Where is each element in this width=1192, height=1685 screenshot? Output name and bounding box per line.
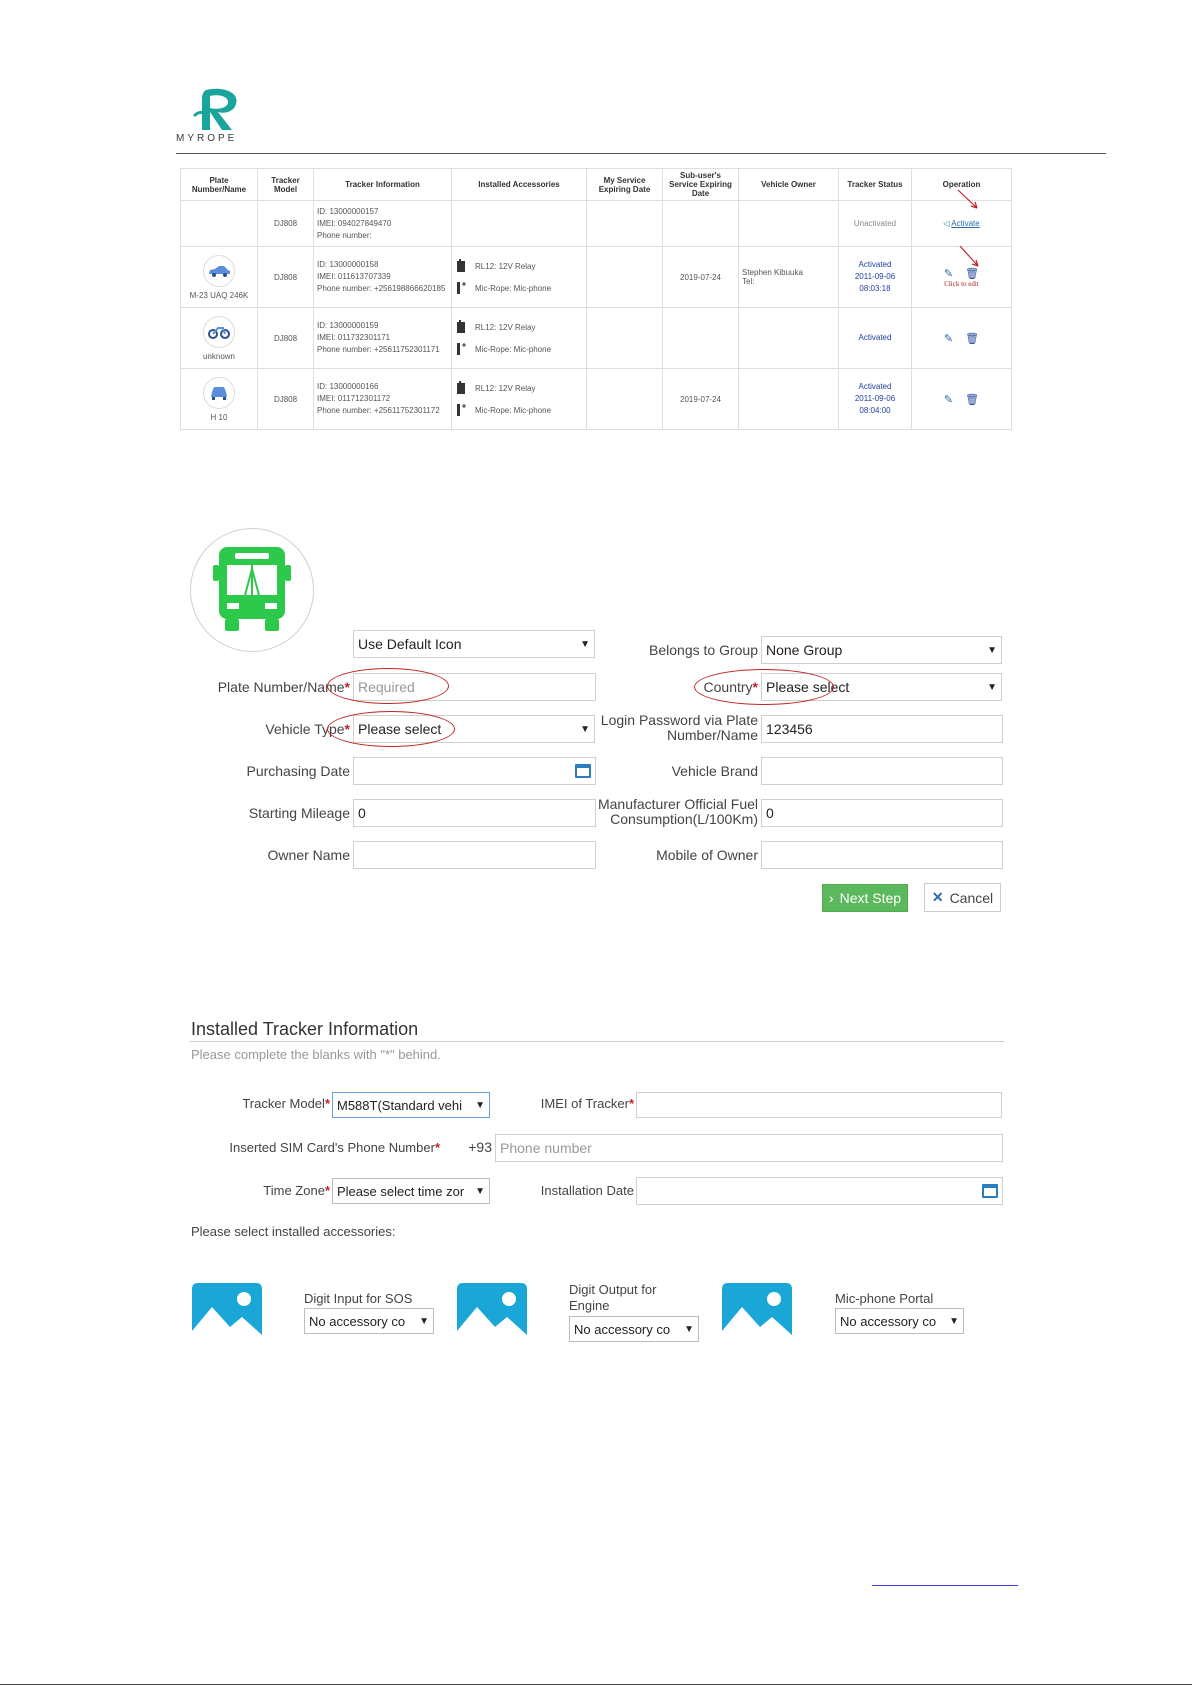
plate-cell — [181, 369, 258, 430]
relay-icon — [455, 259, 467, 273]
vehicle-type-label: Vehicle Type* — [265, 721, 350, 737]
tracker-phone: Phone number: — [317, 230, 372, 240]
tracker-imei: IMEI: 094027849470 — [317, 218, 392, 228]
accessories-cell — [452, 247, 587, 308]
chevron-down-icon: ▼ — [949, 1315, 959, 1327]
plate-name: M-23 UAQ 246K — [189, 290, 249, 300]
my-expiry-cell — [587, 247, 663, 308]
operation-cell — [912, 308, 1012, 369]
col-plate[interactable]: Plate Number/Name — [181, 169, 258, 201]
owner-cell — [739, 201, 839, 247]
col-model[interactable]: Tracker Model — [258, 169, 314, 201]
status-cell: Activated — [839, 308, 912, 369]
time-zone-value: Please select time zor — [337, 1183, 465, 1199]
login-password-label: Login Password via Plate Number/Name — [600, 712, 758, 743]
accessory-mic: Mic-Rope: Mic-phone — [475, 405, 552, 415]
starting-mileage-label: Starting Mileage — [248, 805, 350, 821]
footer-link-underline[interactable] — [872, 1585, 1018, 1586]
car-icon — [203, 255, 235, 287]
accessory-select-value: No accessory co — [574, 1321, 671, 1337]
icon-select-value: Use Default Icon — [358, 636, 462, 652]
table-row[interactable] — [181, 369, 1012, 430]
edit-hint: Click to edit — [944, 279, 979, 288]
mic-icon — [455, 403, 467, 417]
time-zone-select[interactable] — [332, 1178, 490, 1204]
myrope-logo-icon — [192, 86, 250, 134]
group-value: None Group — [766, 642, 843, 658]
accessories-prompt: Please select installed accessories: — [191, 1224, 396, 1239]
close-icon: ✕ — [931, 889, 944, 905]
chevron-right-icon: › — [828, 890, 834, 906]
status-cell — [839, 247, 912, 308]
section-divider — [190, 1041, 1004, 1042]
my-expiry-cell — [587, 201, 663, 247]
sim-phone-input[interactable] — [495, 1134, 1003, 1162]
accessories-cell — [452, 308, 587, 369]
chevron-down-icon: ▼ — [987, 644, 997, 656]
group-label: Belongs to Group — [649, 642, 758, 658]
info-cell — [314, 247, 452, 308]
accessory-relay: RL12: 12V Relay — [475, 261, 536, 271]
edit-icon[interactable]: ✎ — [943, 393, 954, 406]
image-placeholder-icon — [190, 1281, 264, 1345]
header-divider — [176, 153, 1106, 154]
status-text: Activated — [858, 382, 892, 391]
relay-icon — [455, 381, 467, 395]
image-placeholder-icon — [455, 1281, 529, 1345]
login-password-value: 123456 — [766, 721, 813, 737]
owner-name-label: Owner Name — [267, 847, 350, 863]
icon-select[interactable] — [353, 630, 595, 658]
status-cell — [839, 369, 912, 430]
tracker-phone: Phone number: +256198866620185 — [317, 284, 446, 293]
activate-icon[interactable]: ◁ — [943, 219, 950, 228]
fuel-consumption-input[interactable] — [761, 799, 1003, 827]
relay-icon — [455, 320, 467, 334]
delete-icon[interactable]: 🗑 — [965, 267, 980, 280]
group-select[interactable] — [761, 636, 1002, 664]
chevron-down-icon: ▼ — [684, 1323, 694, 1335]
sub-expiry-cell — [663, 308, 739, 369]
col-my-expiry[interactable]: My Service Expiring Date — [587, 169, 663, 201]
activate-link[interactable]: Activate — [951, 219, 980, 228]
accessory-select[interactable] — [569, 1316, 699, 1342]
info-cell — [314, 201, 452, 247]
tracker-id: ID: 13000000159 — [317, 321, 379, 330]
model-cell: DJ808 — [258, 308, 314, 369]
tracker-imei: IMEI: 011732301171 — [317, 333, 391, 342]
owner-cell — [739, 308, 839, 369]
info-cell — [314, 308, 452, 369]
delete-icon[interactable]: 🗑 — [965, 332, 980, 345]
model-cell: DJ808 — [258, 201, 314, 247]
mic-icon — [455, 342, 467, 356]
table-row[interactable] — [181, 247, 1012, 308]
tracker-model-select[interactable] — [332, 1092, 490, 1118]
model-cell: DJ808 — [258, 369, 314, 430]
plate-name: unknown — [202, 351, 236, 361]
chevron-down-icon: ▼ — [580, 638, 590, 650]
status-time: 2011-09-06 08:04:00 — [854, 394, 896, 415]
cancel-label: Cancel — [949, 889, 994, 906]
accessory-label: Mic-phone Portal — [835, 1291, 934, 1306]
edit-icon[interactable]: ✎ — [943, 332, 954, 345]
owner-name-input[interactable] — [353, 841, 596, 869]
plate-cell — [181, 247, 258, 308]
bus-icon — [213, 547, 291, 633]
country-label: Country* — [703, 679, 758, 695]
installation-date-input[interactable] — [636, 1177, 1003, 1205]
plate-label: Plate Number/Name* — [217, 679, 350, 695]
vehicle-type-value: Please select — [358, 721, 442, 737]
owner-tel: Tel: — [742, 277, 755, 286]
sub-expiry-cell — [663, 201, 739, 247]
tracker-phone: Phone number: +25611752301171 — [317, 345, 440, 354]
country-value: Please select — [766, 679, 850, 695]
sim-phone-label: Inserted SIM Card's Phone Number* — [229, 1140, 440, 1155]
col-operation[interactable]: Operation — [912, 169, 1012, 201]
accessory-relay: RL12: 12V Relay — [475, 383, 536, 393]
plate-name: H 10 — [210, 412, 228, 422]
purchasing-date-label: Purchasing Date — [246, 763, 350, 779]
table-header-row — [181, 169, 1012, 201]
edit-icon[interactable]: ✎ — [943, 267, 954, 280]
motorcycle-icon — [203, 316, 235, 348]
image-placeholder-icon — [720, 1281, 794, 1345]
imei-label: IMEI of Tracker* — [540, 1096, 634, 1111]
col-info[interactable]: Tracker Information — [314, 169, 452, 201]
tracker-id: ID: 13000000157 — [317, 206, 379, 216]
tracker-table — [180, 168, 1012, 430]
sub-expiry-cell: 2019-07-24 — [663, 247, 739, 308]
accessory-select[interactable] — [304, 1308, 434, 1334]
fuel-consumption-value: 0 — [766, 805, 774, 821]
cancel-button[interactable] — [924, 883, 1001, 912]
tracker-model-label: Tracker Model* — [242, 1096, 330, 1111]
accessory-select[interactable] — [835, 1308, 964, 1334]
next-step-label: Next Step — [839, 890, 902, 906]
accessory-relay: RL12: 12V Relay — [475, 322, 536, 332]
section-title: Installed Tracker Information — [191, 1019, 419, 1039]
chevron-down-icon: ▼ — [419, 1315, 429, 1327]
owner-cell — [739, 247, 839, 308]
chevron-down-icon: ▼ — [580, 723, 590, 735]
owner-cell — [739, 369, 839, 430]
accessories-cell — [452, 201, 587, 247]
vehicle-brand-label: Vehicle Brand — [671, 763, 758, 779]
starting-mileage-value: 0 — [358, 805, 366, 821]
brand-name: MYROPE — [176, 133, 238, 144]
status-text: Activated — [858, 260, 892, 269]
delete-icon[interactable]: 🗑 — [965, 393, 980, 406]
chevron-down-icon: ▼ — [475, 1185, 485, 1197]
accessory-label: Digit Input for SOS — [304, 1291, 413, 1306]
starting-mileage-input[interactable] — [353, 799, 596, 827]
tracker-id: ID: 13000000158 — [317, 260, 379, 269]
highlight-oval — [327, 668, 449, 704]
chevron-down-icon: ▼ — [987, 681, 997, 693]
plate-placeholder: Required — [358, 679, 415, 695]
owner-mobile-input[interactable] — [761, 841, 1003, 869]
tracker-model-value: M588T(Standard vehi — [337, 1097, 463, 1113]
tracker-imei: IMEI: 011712301172 — [317, 394, 391, 403]
imei-input[interactable] — [636, 1092, 1002, 1118]
col-status[interactable]: Tracker Status — [839, 169, 912, 201]
owner-name: Stephen Kibuuka — [742, 268, 803, 277]
col-accessories[interactable]: Installed Accessories — [452, 169, 587, 201]
col-sub-expiry[interactable]: Sub-user's Service Expiring Date — [663, 169, 739, 201]
info-cell — [314, 369, 452, 430]
plate-cell — [181, 201, 258, 247]
tracker-imei: IMEI: 011613707339 — [317, 272, 391, 281]
my-expiry-cell — [587, 369, 663, 430]
login-password-input[interactable] — [761, 715, 1003, 743]
vehicle-icon-preview[interactable] — [190, 528, 314, 652]
mic-icon — [455, 281, 467, 295]
annotation-arrow-icon — [958, 244, 984, 272]
section-subtitle: Please complete the blanks with "*" behind. — [191, 1047, 441, 1062]
accessory-label: Digit Output for Engine — [569, 1282, 657, 1313]
purchasing-date-input[interactable] — [353, 757, 596, 785]
accessories-cell — [452, 369, 587, 430]
calendar-icon[interactable] — [575, 764, 591, 778]
annotation-arrow-icon — [955, 188, 985, 216]
highlight-oval — [694, 669, 834, 705]
next-step-button[interactable] — [822, 884, 908, 912]
car-front-icon — [203, 377, 235, 409]
fuel-consumption-label: Manufacturer Official Fuel Consumption(L/100Km) — [597, 796, 758, 827]
owner-mobile-label: Mobile of Owner — [656, 847, 758, 863]
plate-cell — [181, 308, 258, 369]
tracker-id: ID: 13000000166 — [317, 382, 379, 391]
col-owner[interactable]: Vehicle Owner — [739, 169, 839, 201]
model-cell: DJ808 — [258, 247, 314, 308]
status-time: 2011-09-06 08:03:18 — [854, 272, 896, 293]
status-cell: Unactivated — [839, 201, 912, 247]
highlight-oval — [327, 711, 455, 747]
accessory-mic: Mic-Rope: Mic-phone — [475, 344, 552, 354]
vehicle-brand-input[interactable] — [761, 757, 1003, 785]
country-code: +93 — [468, 1139, 492, 1155]
tracker-phone: Phone number: +25611752301172 — [317, 406, 440, 415]
my-expiry-cell — [587, 308, 663, 369]
operation-cell — [912, 369, 1012, 430]
time-zone-label: Time Zone* — [263, 1183, 330, 1198]
table-row[interactable] — [181, 201, 1012, 247]
table-row[interactable] — [181, 308, 1012, 369]
sub-expiry-cell: 2019-07-24 — [663, 369, 739, 430]
calendar-icon[interactable] — [982, 1184, 998, 1198]
accessory-mic: Mic-Rope: Mic-phone — [475, 283, 552, 293]
chevron-down-icon: ▼ — [475, 1099, 485, 1111]
sim-phone-placeholder: Phone number — [500, 1140, 592, 1156]
accessory-select-value: No accessory co — [309, 1313, 406, 1329]
installation-date-label: Installation Date — [540, 1183, 634, 1198]
accessory-select-value: No accessory co — [840, 1313, 937, 1329]
